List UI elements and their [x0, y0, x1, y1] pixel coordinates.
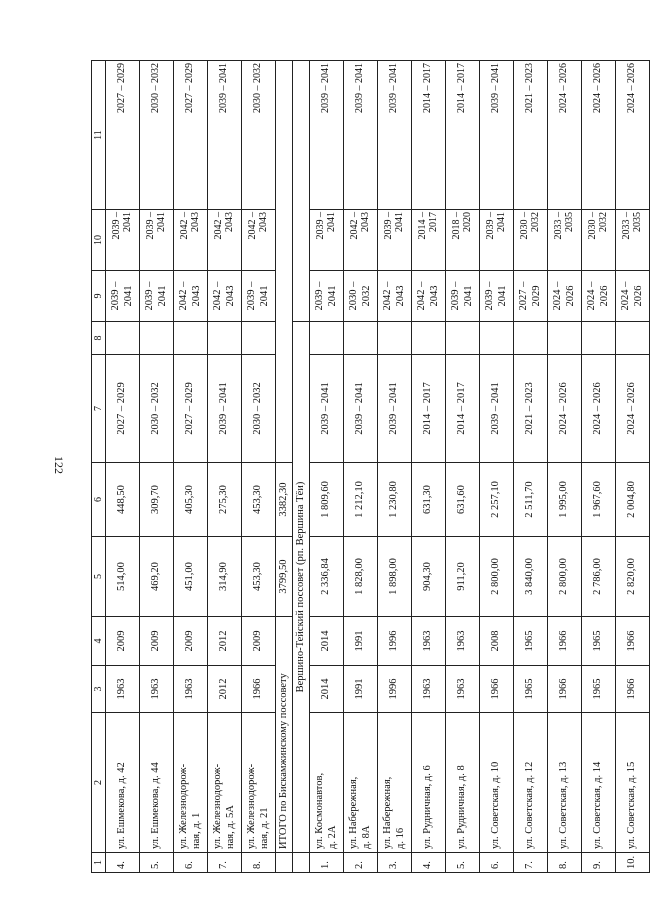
period-facade-cell: 2030 – 2032 — [344, 271, 378, 322]
address-cell: ул. Советская, д. 14 — [582, 713, 616, 853]
row-number-cell: 7. — [208, 853, 242, 873]
area-living-cell: 2 511,70 — [514, 463, 548, 537]
total-row — [276, 61, 293, 873]
table-row — [412, 61, 446, 873]
period-facade-cell: 2042 – 2043 — [174, 271, 208, 322]
table-row — [514, 61, 548, 873]
area-total-cell: 1 898,00 — [378, 537, 412, 617]
period-facade-cell: 2024 – 2026 — [582, 271, 616, 322]
period-facade-cell: 2027 – 2029 — [514, 271, 548, 322]
period-facade-cell: 2039 – 2041 — [140, 271, 174, 322]
address-cell: ул. Советская, д. 12 — [514, 713, 548, 853]
total-area-total: 3799,50 — [276, 537, 293, 617]
area-total-cell: 2 336,84 — [310, 537, 344, 617]
address-cell: ул. Ешмекова, д. 42 — [106, 713, 140, 853]
period-main-cell: 2014 – 2017 — [446, 61, 480, 210]
period-facade-cell: 2024 – 2026 — [616, 271, 650, 322]
address-cell: ул. Советская, д. 13 — [548, 713, 582, 853]
period-systems-cell: 2042 – 2043 — [242, 210, 276, 271]
period-roof-cell: 2027 – 2029 — [174, 355, 208, 463]
area-total-cell: 2 786,00 — [582, 537, 616, 617]
area-total-cell: 314,90 — [208, 537, 242, 617]
area-living-cell: 2 257,10 — [480, 463, 514, 537]
period-facade-cell: 2039 – 2041 — [480, 271, 514, 322]
area-living-cell: 453,30 — [242, 463, 276, 537]
period-roof-cell: 2030 – 2032 — [242, 355, 276, 463]
table-row — [344, 61, 378, 873]
period-col8-cell — [208, 322, 242, 355]
row-number-cell: 9. — [582, 853, 616, 873]
period-main-cell: 2039 – 2041 — [208, 61, 242, 210]
area-total-cell: 2 800,00 — [480, 537, 514, 617]
build-year-cell: 1966 — [480, 666, 514, 713]
table-row — [480, 61, 514, 873]
build-year-cell: 1966 — [616, 666, 650, 713]
period-col8-cell — [582, 322, 616, 355]
area-total-cell: 514,00 — [106, 537, 140, 617]
period-col8-cell — [378, 322, 412, 355]
period-facade-cell: 2039 – 2041 — [242, 271, 276, 322]
repair-year-cell: 1966 — [616, 617, 650, 666]
area-living-cell: 631,30 — [412, 463, 446, 537]
total-label: ИТОГО по Бискамжинскому поссовету — [276, 617, 293, 853]
period-main-cell: 2030 – 2032 — [140, 61, 174, 210]
area-living-cell: 1 967,60 — [582, 463, 616, 537]
table-body — [92, 61, 650, 873]
period-roof-cell: 2039 – 2041 — [208, 355, 242, 463]
build-year-cell: 1965 — [582, 666, 616, 713]
repair-year-cell: 1965 — [582, 617, 616, 666]
column-number-header-row — [92, 61, 106, 873]
column-number-header: 2 — [92, 713, 106, 853]
area-living-cell: 1 212,10 — [344, 463, 378, 537]
period-roof-cell: 2024 – 2026 — [548, 355, 582, 463]
period-facade-cell: 2042 – 2043 — [378, 271, 412, 322]
period-roof-cell: 2030 – 2032 — [140, 355, 174, 463]
row-number-cell: 4. — [106, 853, 140, 873]
build-year-cell: 1966 — [242, 666, 276, 713]
total-rest-cell — [276, 61, 293, 463]
row-number-cell: 5. — [446, 853, 480, 873]
period-systems-cell: 2030 – 2032 — [582, 210, 616, 271]
page-number: 122 — [52, 456, 66, 474]
period-facade-cell: 2039 – 2041 — [106, 271, 140, 322]
column-number-header: 6 — [92, 463, 106, 537]
area-total-cell: 469,20 — [140, 537, 174, 617]
repair-year-cell: 2009 — [106, 617, 140, 666]
table-row — [174, 61, 208, 873]
period-col8-cell — [446, 322, 480, 355]
repair-year-cell: 1965 — [514, 617, 548, 666]
build-year-cell: 1966 — [548, 666, 582, 713]
column-number-header: 10 — [92, 210, 106, 271]
address-cell: ул. Набережная, д. 16 — [378, 713, 412, 853]
row-number-cell: 6. — [174, 853, 208, 873]
column-number-header: 9 — [92, 271, 106, 322]
period-roof-cell: 2027 – 2029 — [106, 355, 140, 463]
repair-year-cell: 1963 — [446, 617, 480, 666]
address-cell: ул. Советская, д. 10 — [480, 713, 514, 853]
period-systems-cell: 2014 – 2017 — [412, 210, 446, 271]
period-roof-cell: 2039 – 2041 — [480, 355, 514, 463]
period-main-cell: 2039 – 2041 — [480, 61, 514, 210]
period-main-cell: 2021 – 2023 — [514, 61, 548, 210]
row-number-cell: 8. — [548, 853, 582, 873]
period-col8-cell — [548, 322, 582, 355]
period-systems-cell: 2042 – 2043 — [344, 210, 378, 271]
row-number-cell: 6. — [480, 853, 514, 873]
build-year-cell: 1963 — [106, 666, 140, 713]
build-year-cell: 1996 — [378, 666, 412, 713]
area-living-cell: 448,50 — [106, 463, 140, 537]
area-living-cell: 275,30 — [208, 463, 242, 537]
table-row — [310, 61, 344, 873]
period-roof-cell: 2039 – 2041 — [344, 355, 378, 463]
column-number-header: 5 — [92, 537, 106, 617]
address-cell: ул. Набережная, д. 8А — [344, 713, 378, 853]
period-systems-cell: 2039 – 2041 — [378, 210, 412, 271]
area-total-cell: 1 828,00 — [344, 537, 378, 617]
period-systems-cell: 2042 – 2043 — [208, 210, 242, 271]
build-year-cell: 1963 — [412, 666, 446, 713]
period-roof-cell: 2039 – 2041 — [310, 355, 344, 463]
area-total-cell: 904,30 — [412, 537, 446, 617]
column-number-header: 7 — [92, 355, 106, 463]
period-col8-cell — [514, 322, 548, 355]
repair-year-cell: 1991 — [344, 617, 378, 666]
area-living-cell: 1 995,00 — [548, 463, 582, 537]
repair-year-cell: 1996 — [378, 617, 412, 666]
repair-year-cell: 2009 — [140, 617, 174, 666]
area-total-cell: 451,00 — [174, 537, 208, 617]
build-year-cell: 1963 — [140, 666, 174, 713]
period-col8-cell — [616, 322, 650, 355]
period-col8-cell — [140, 322, 174, 355]
address-cell: ул. Советская, д. 15 — [616, 713, 650, 853]
table-row — [378, 61, 412, 873]
period-systems-cell: 2018 – 2020 — [446, 210, 480, 271]
build-year-cell: 1991 — [344, 666, 378, 713]
total-area-living: 3382,30 — [276, 463, 293, 537]
repair-year-cell: 2009 — [242, 617, 276, 666]
column-number-header: 3 — [92, 666, 106, 713]
column-number-header: 1 — [92, 853, 106, 873]
address-cell: ул. Космонавтов, д. 2А — [310, 713, 344, 853]
address-cell: ул. Ешмекова, д. 44 — [140, 713, 174, 853]
section-empty-cell — [293, 853, 310, 873]
period-facade-cell: 2039 – 2041 — [446, 271, 480, 322]
area-total-cell: 2 800,00 — [548, 537, 582, 617]
period-main-cell: 2024 – 2026 — [616, 61, 650, 210]
address-cell: ул. Железнодорож- ная, д. 1 — [174, 713, 208, 853]
area-total-cell: 453,30 — [242, 537, 276, 617]
period-col8-cell — [310, 322, 344, 355]
repair-year-cell: 1963 — [412, 617, 446, 666]
period-col8-cell — [412, 322, 446, 355]
section-rest-cell — [293, 61, 310, 322]
build-year-cell: 1965 — [514, 666, 548, 713]
period-col8-cell — [242, 322, 276, 355]
housing-repair-table — [91, 60, 650, 873]
section-row — [293, 61, 310, 873]
period-facade-cell: 2024 – 2026 — [548, 271, 582, 322]
period-main-cell: 2039 – 2041 — [344, 61, 378, 210]
address-cell: ул. Железнодорож- ная, д. 5А — [208, 713, 242, 853]
table-row — [548, 61, 582, 873]
period-systems-cell: 2039 – 2041 — [106, 210, 140, 271]
period-main-cell: 2024 – 2026 — [582, 61, 616, 210]
period-systems-cell: 2039 – 2041 — [140, 210, 174, 271]
table-row — [208, 61, 242, 873]
repair-year-cell: 2009 — [174, 617, 208, 666]
period-main-cell: 2027 – 2029 — [174, 61, 208, 210]
period-main-cell: 2027 – 2029 — [106, 61, 140, 210]
row-number-cell: 1. — [310, 853, 344, 873]
row-number-cell: 10. — [616, 853, 650, 873]
area-living-cell: 2 004,80 — [616, 463, 650, 537]
total-empty-cell — [276, 853, 293, 873]
row-number-cell: 3. — [378, 853, 412, 873]
period-roof-cell: 2024 – 2026 — [582, 355, 616, 463]
area-total-cell: 2 820,00 — [616, 537, 650, 617]
column-number-header: 11 — [92, 61, 106, 210]
period-roof-cell: 2024 – 2026 — [616, 355, 650, 463]
address-cell: ул. Рудничная, д. 6 — [412, 713, 446, 853]
period-main-cell: 2024 – 2026 — [548, 61, 582, 210]
table-row — [616, 61, 650, 873]
build-year-cell: 1963 — [174, 666, 208, 713]
period-main-cell: 2039 – 2041 — [378, 61, 412, 210]
period-col8-cell — [174, 322, 208, 355]
repair-year-cell: 2008 — [480, 617, 514, 666]
row-number-cell: 2. — [344, 853, 378, 873]
period-facade-cell: 2039 – 2041 — [310, 271, 344, 322]
period-roof-cell: 2014 – 2017 — [412, 355, 446, 463]
period-facade-cell: 2042 – 2043 — [208, 271, 242, 322]
area-total-cell: 911,20 — [446, 537, 480, 617]
repair-year-cell: 1966 — [548, 617, 582, 666]
repair-year-cell: 2012 — [208, 617, 242, 666]
row-number-cell: 5. — [140, 853, 174, 873]
period-main-cell: 2014 – 2017 — [412, 61, 446, 210]
table-row — [140, 61, 174, 873]
table-row — [446, 61, 480, 873]
area-living-cell: 631,60 — [446, 463, 480, 537]
area-living-cell: 405,30 — [174, 463, 208, 537]
build-year-cell: 2012 — [208, 666, 242, 713]
section-title: Вершино-Тейский поссовет (рп. Вершина Тёи) — [293, 322, 310, 853]
period-systems-cell: 2039 – 2041 — [480, 210, 514, 271]
period-roof-cell: 2021 – 2023 — [514, 355, 548, 463]
period-col8-cell — [344, 322, 378, 355]
period-col8-cell — [480, 322, 514, 355]
build-year-cell: 2014 — [310, 666, 344, 713]
period-main-cell: 2039 – 2041 — [310, 61, 344, 210]
table-row — [106, 61, 140, 873]
table-row — [242, 61, 276, 873]
address-cell: ул. Железнодорож- ная, д. 21 — [242, 713, 276, 853]
period-roof-cell: 2014 – 2017 — [446, 355, 480, 463]
period-facade-cell: 2042 – 2043 — [412, 271, 446, 322]
row-number-cell: 4. — [412, 853, 446, 873]
area-living-cell: 1 809,60 — [310, 463, 344, 537]
rotated-table-container — [91, 61, 644, 873]
period-roof-cell: 2039 – 2041 — [378, 355, 412, 463]
repair-year-cell: 2014 — [310, 617, 344, 666]
period-systems-cell: 2033 – 2035 — [616, 210, 650, 271]
build-year-cell: 1963 — [446, 666, 480, 713]
column-number-header: 4 — [92, 617, 106, 666]
period-systems-cell: 2033 – 2035 — [548, 210, 582, 271]
table-row — [582, 61, 616, 873]
address-cell: ул. Рудничная, д. 8 — [446, 713, 480, 853]
area-living-cell: 1 230,80 — [378, 463, 412, 537]
period-systems-cell: 2039 – 2041 — [310, 210, 344, 271]
column-number-header: 8 — [92, 322, 106, 355]
row-number-cell: 8. — [242, 853, 276, 873]
row-number-cell: 7. — [514, 853, 548, 873]
period-col8-cell — [106, 322, 140, 355]
period-main-cell: 2030 – 2032 — [242, 61, 276, 210]
period-systems-cell: 2030 – 2032 — [514, 210, 548, 271]
area-living-cell: 309,70 — [140, 463, 174, 537]
period-systems-cell: 2042 – 2043 — [174, 210, 208, 271]
area-total-cell: 3 840,00 — [514, 537, 548, 617]
